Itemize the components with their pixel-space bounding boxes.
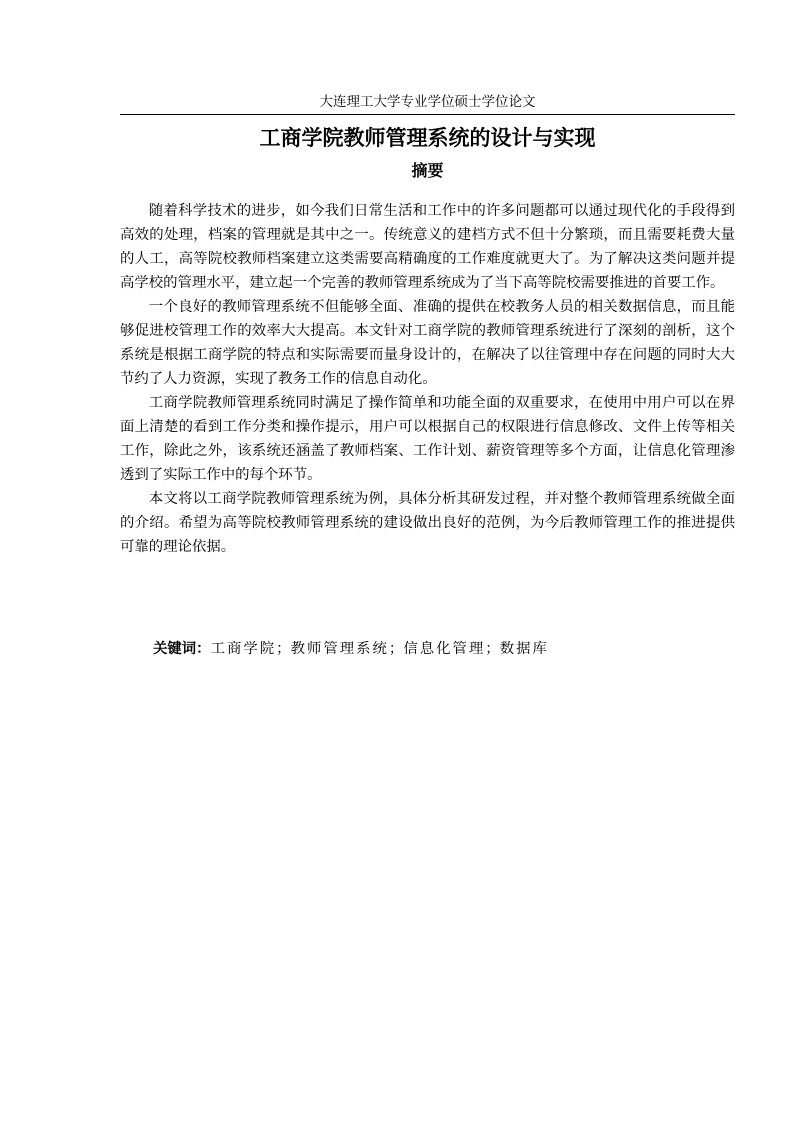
keyword-separator: ； (276, 641, 291, 657)
abstract-paragraph-3: 工商学院教师管理系统同时满足了操作简单和功能全面的双重要求，在使用中用户可以在界面上清楚的看到工作分类和操作提示，用户可以根据自己的权限进行信息修改、文件上传等相关工作，除此之外，该系统还涵盖了教师档案、工作计划、薪资管理等多个方面，让信息化管理渗透到了实际工作中的每个环节。 (120, 395, 735, 483)
keyword-item: 数据库 (499, 641, 549, 657)
keyword-item: 教师管理系统 (290, 641, 389, 657)
header-rule (120, 114, 735, 115)
keyword-item: 工商学院 (210, 641, 277, 657)
running-header: 大连理工大学专业学位硕士学位论文 (319, 94, 536, 110)
thesis-title: 工商学院教师管理系统的设计与实现 (259, 126, 596, 150)
keyword-separator: ； (388, 641, 404, 657)
keyword-item: 信息化管理 (403, 641, 486, 657)
abstract-paragraph-2: 一个良好的教师管理系统不但能够全面、准确的提供在校教务人员的相关数据信息，而且能够促进校管理工作的效率大大提高。本文针对工商学院的教师管理系统进行了深刻的剖析，这个系统是根据工商学院的特点和实际需要而量身设计的，在解决了以往管理中存在问题的同时大大节约了人力资源，实现了教务工作的信息自动化。 (120, 299, 735, 387)
abstract-heading: 摘要 (411, 161, 444, 180)
abstract-paragraph-4: 本文将以工商学院教师管理系统为例，具体分析其研发过程，并对整个教师管理系统做全面的介绍。希望为高等院校教师管理系统的建设做出良好的范例，为今后教师管理工作的推进提供可靠的理论依据。 (120, 491, 735, 555)
abstract-body (120, 199, 735, 559)
keyword-separator: ； (485, 641, 500, 657)
keywords-label: 关键词： (153, 641, 211, 657)
keywords-line (153, 637, 735, 661)
abstract-paragraph-1: 随着科学技术的进步，如今我们日常生活和工作中的许多问题都可以通过现代化的手段得到高效的处理，档案的管理就是其中之一。传统意义的建档方式不但十分繁琐，而且需要耗费大量的人工，高等院校教师档案建立这类需要高精确度的工作难度就更大了。为了解决这类问题并提高学校的管理水平，建立起一个完善的教师管理系统成为了当下高等院校需要推进的首要工作。 (120, 203, 735, 291)
